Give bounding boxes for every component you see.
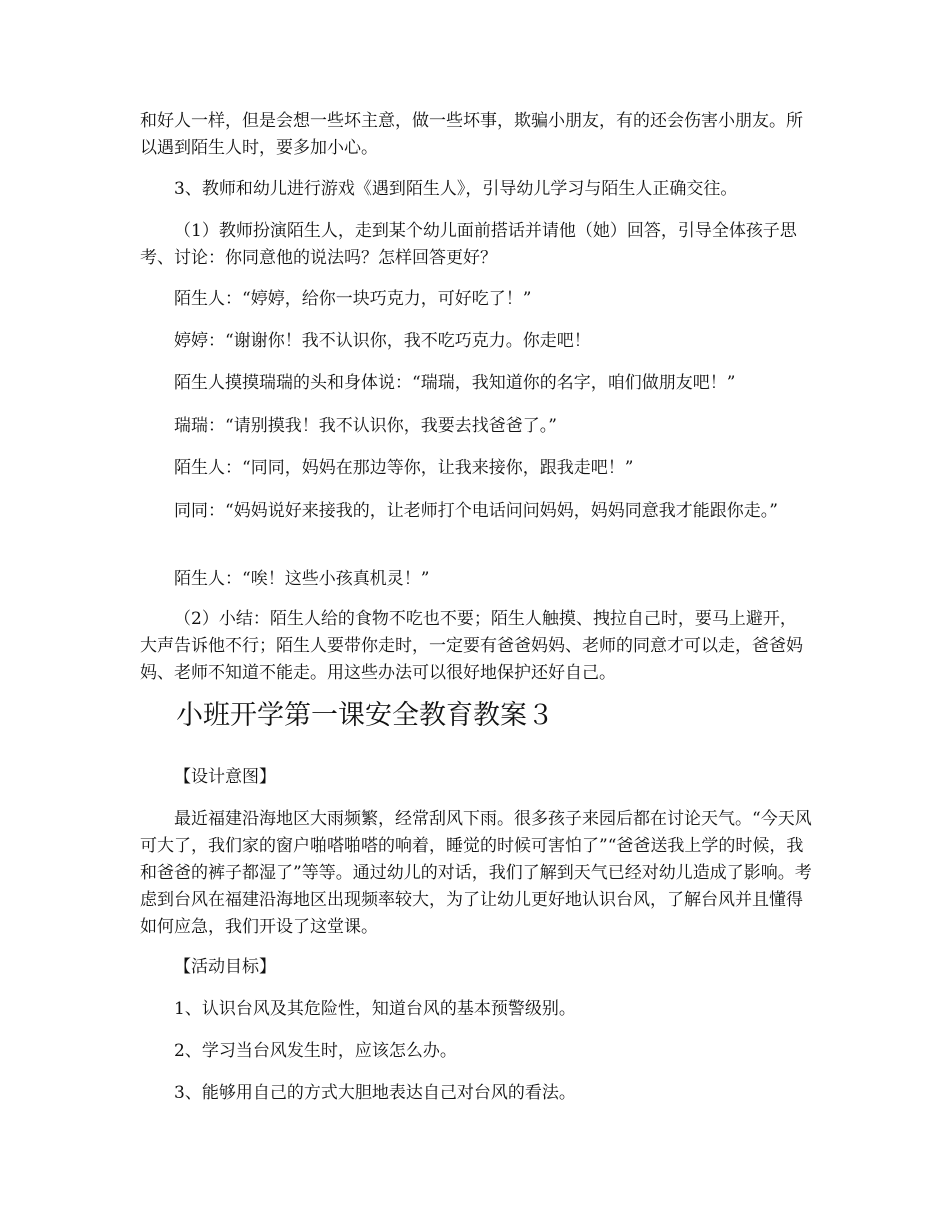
dialogue-line: 陌生人摸摸瑞瑞的头和身体说：“瑞瑞，我知道你的名字，咱们做朋友吧！”: [174, 373, 736, 393]
dialogue-line: 陌生人：“同同，妈妈在那边等你，让我来接你，跟我走吧！”: [174, 458, 634, 478]
paragraph-teacher-roleplay: （1）教师扮演陌生人，走到某个幼儿面前搭话并请他（她）回答，引导全体孩子思考、讨论：你同意他的说法吗？怎样回答更好？: [140, 221, 797, 268]
paragraph-stranger-warning: 和好人一样，但是会想一些坏主意，做一些坏事，欺骗小朋友，有的还会伤害小朋友。所以遇到陌生人时，要多加小心。: [140, 111, 803, 158]
dialogue-line: 陌生人：“婷婷，给你一块巧克力，可好吃了！”: [174, 289, 532, 309]
design-intent-heading: 【设计意图】: [174, 767, 276, 787]
dialogue-line: 婷婷：“谢谢你！我不认识你，我不吃巧克力。你走吧！: [174, 331, 591, 351]
goals-heading: 【活动目标】: [174, 957, 276, 977]
design-intent-paragraph: 最近福建沿海地区大雨频繁，经常刮风下雨。很多孩子来园后都在讨论天气。“今天风可大了，我们家的窗户啪嗒啪嗒的响着，睡觉的时候可害怕了”“爸爸送我上学的时候，我和爸爸的裤子都湿了”等等。通过幼儿的对话，我们了解到天气已经对幼儿造成了影响。考虑到台风在福建沿海地区出现频率较大，为了让幼儿更好地认识台风，了解台风并且懂得如何应急，我们开设了这堂课。: [140, 809, 812, 937]
paragraph-summary: （2）小结：陌生人给的食物不吃也不要；陌生人触摸、拽拉自己时，要马上避开，大声告诉他不行；陌生人要带你走时，一定要有爸爸妈妈、老师的同意才可以走，爸爸妈妈、老师不知道不能走。用这些办法可以很好地保护还好自己。: [140, 609, 803, 683]
goal-item-3: 3、能够用自己的方式大胆地表达自己对台风的看法。: [174, 1083, 576, 1103]
dialogue-line: 瑞瑞：“请别摸我！我不认识你，我要去找爸爸了。”: [174, 416, 557, 436]
goal-item-1: 1、认识台风及其危险性，知道台风的基本预警级别。: [174, 999, 576, 1019]
section-title: 小班开学第一课安全教育教案３: [176, 700, 554, 731]
goal-item-2: 2、学习当台风发生时，应该怎么办。: [174, 1041, 457, 1061]
dialogue-line: 同同：“妈妈说好来接我的，让老师打个电话问问妈妈，妈妈同意我才能跟你走。”: [174, 501, 778, 521]
paragraph-game-intro: 3、教师和幼儿进行游戏《遇到陌生人》，引导幼儿学习与陌生人正确交往。: [174, 179, 738, 199]
dialogue-line: 陌生人：“唉！这些小孩真机灵！”: [174, 569, 430, 589]
